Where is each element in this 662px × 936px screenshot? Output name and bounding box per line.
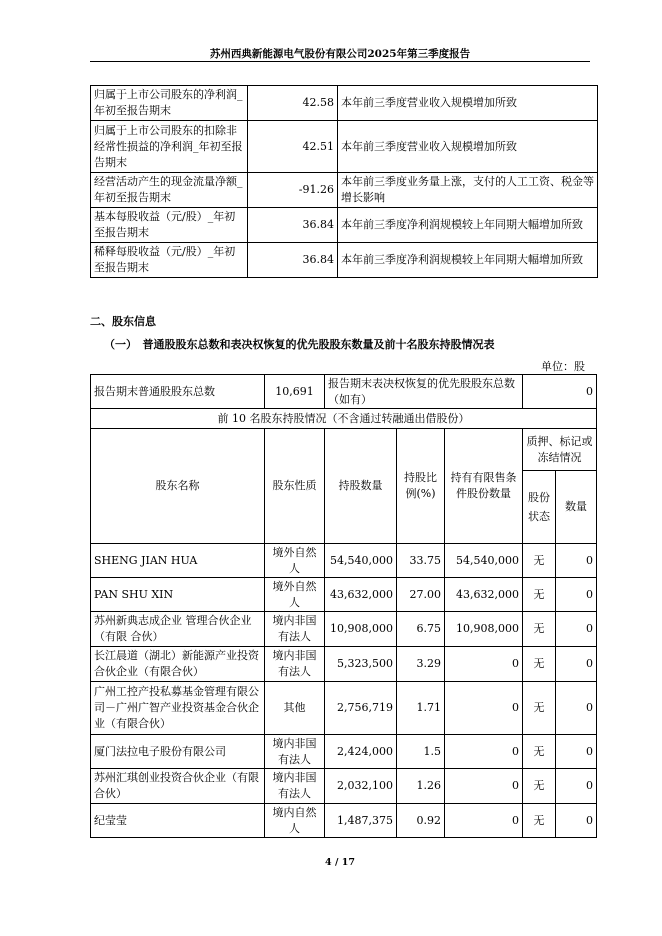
item-cell: 归属于上市公司股东的净利润_年初至报告期末 <box>91 86 248 121</box>
header-name: 股东名称 <box>91 429 265 544</box>
holder-nature: 境外自然人 <box>265 578 325 612</box>
item-cell: 经营活动产生的现金流量净额_年初至报告期末 <box>91 173 248 208</box>
reason-cell: 本年前三季度净利润规模较上年同期大幅增加所致 <box>338 208 598 243</box>
holder-status: 无 <box>523 544 556 578</box>
holder-ratio: 6.75 <box>397 612 445 647</box>
header-status: 股份状态 <box>523 471 556 544</box>
table-row <box>91 769 597 804</box>
holder-shares: 2,032,100 <box>325 769 397 804</box>
top10-title: 前 10 名股东持股情况（不含通过转融通出借股份） <box>91 409 597 429</box>
holder-qty: 0 <box>556 735 597 769</box>
table-row <box>91 544 597 578</box>
holder-ratio: 0.92 <box>397 804 445 838</box>
reason-cell: 本年前三季度净利润规模较上年同期大幅增加所致 <box>338 243 598 278</box>
holder-name: 长江晨道（湖北）新能源产业投资合伙企业（有限合伙） <box>91 647 265 682</box>
table-row <box>91 578 597 612</box>
header-ratio: 持股比例(%) <box>397 429 445 544</box>
header-divider <box>90 61 590 62</box>
item-cell: 稀释每股收益（元/股）_年初至报告期末 <box>91 243 248 278</box>
holder-qty: 0 <box>556 544 597 578</box>
holder-ratio: 1.5 <box>397 735 445 769</box>
table-row <box>91 682 597 735</box>
holder-restricted: 10,908,000 <box>445 612 523 647</box>
holder-shares: 1,487,375 <box>325 804 397 838</box>
item-cell: 归属于上市公司股东的扣除非经常性损益的净利润_年初至报告期末 <box>91 121 248 173</box>
holder-name: 苏州汇琪创业投资合伙企业（有限合伙） <box>91 769 265 804</box>
reason-cell: 本年前三季度业务量上涨，支付的人工工资、税金等增长影响 <box>338 173 598 208</box>
unit-label: 单位：股 <box>541 360 585 373</box>
holder-nature: 境内非国有法人 <box>265 735 325 769</box>
holder-shares: 54,540,000 <box>325 544 397 578</box>
holder-qty: 0 <box>556 682 597 735</box>
holder-shares: 2,756,719 <box>325 682 397 735</box>
holder-shares: 10,908,000 <box>325 612 397 647</box>
holder-status: 无 <box>523 682 556 735</box>
change-reason-table <box>90 85 598 278</box>
report-header-title: 苏州西典新能源电气股份有限公司2025年第三季度报告 <box>209 48 471 60</box>
table-row <box>91 86 598 121</box>
holder-nature: 境内非国有法人 <box>265 769 325 804</box>
holder-nature: 境内非国有法人 <box>265 647 325 682</box>
holder-status: 无 <box>523 647 556 682</box>
header-nature: 股东性质 <box>265 429 325 544</box>
holder-name: 广州工控产投私募基金管理有限公司－广州广智产业投资基金合伙企业（有限合伙） <box>91 682 265 735</box>
summary-row <box>91 375 597 409</box>
holder-status: 无 <box>523 735 556 769</box>
value-cell: 42.58 <box>248 86 338 121</box>
holder-nature: 境内非国有法人 <box>265 612 325 647</box>
holder-status: 无 <box>523 578 556 612</box>
header-qty: 数量 <box>556 471 597 544</box>
section-heading: 二、股东信息 <box>90 315 156 328</box>
table-row <box>91 173 598 208</box>
preferred-holders-value: 0 <box>523 375 597 409</box>
value-cell: -91.26 <box>248 173 338 208</box>
holder-restricted: 0 <box>445 682 523 735</box>
header-row <box>91 429 597 471</box>
reason-cell: 本年前三季度营业收入规模增加所致 <box>338 86 598 121</box>
holder-qty: 0 <box>556 578 597 612</box>
holder-name: 苏州新典志成企业 管理合伙企业（有限 合伙） <box>91 612 265 647</box>
holder-shares: 43,632,000 <box>325 578 397 612</box>
holder-restricted: 0 <box>445 735 523 769</box>
holder-qty: 0 <box>556 804 597 838</box>
holder-restricted: 0 <box>445 647 523 682</box>
holder-shares: 2,424,000 <box>325 735 397 769</box>
holder-status: 无 <box>523 769 556 804</box>
value-cell: 36.84 <box>248 208 338 243</box>
total-holders-label: 报告期末普通股股东总数 <box>91 375 265 409</box>
holder-ratio: 1.71 <box>397 682 445 735</box>
table-row <box>91 647 597 682</box>
section-subheading: （一） 普通股股东总数和表决权恢复的优先股股东数量及前十名股东持股情况表 <box>104 338 495 351</box>
holder-restricted: 0 <box>445 804 523 838</box>
holder-restricted: 0 <box>445 769 523 804</box>
holder-qty: 0 <box>556 612 597 647</box>
holder-nature: 境外自然人 <box>265 544 325 578</box>
holder-status: 无 <box>523 804 556 838</box>
shareholder-table <box>90 374 597 838</box>
holder-shares: 5,323,500 <box>325 647 397 682</box>
table-row <box>91 804 597 838</box>
table-row <box>91 121 598 173</box>
holder-ratio: 3.29 <box>397 647 445 682</box>
value-cell: 36.84 <box>248 243 338 278</box>
holder-qty: 0 <box>556 769 597 804</box>
holder-name: SHENG JIAN HUA <box>91 544 265 578</box>
holder-ratio: 27.00 <box>397 578 445 612</box>
table-row <box>91 243 598 278</box>
header-shares: 持股数量 <box>325 429 397 544</box>
holder-name: 厦门法拉电子股份有限公司 <box>91 735 265 769</box>
reason-cell: 本年前三季度营业收入规模增加所致 <box>338 121 598 173</box>
holder-name: PAN SHU XIN <box>91 578 265 612</box>
holder-name: 纪莹莹 <box>91 804 265 838</box>
holder-restricted: 54,540,000 <box>445 544 523 578</box>
total-holders-value: 10,691 <box>265 375 325 409</box>
page-number: 4 / 17 <box>325 857 355 868</box>
holder-qty: 0 <box>556 647 597 682</box>
holder-ratio: 33.75 <box>397 544 445 578</box>
preferred-holders-label: 报告期末表决权恢复的优先股股东总数（如有） <box>325 375 523 409</box>
table-row <box>91 208 598 243</box>
header-restricted: 持有有限售条件股份数量 <box>445 429 523 544</box>
header-pledge: 质押、标记或冻结情况 <box>523 429 597 471</box>
table-row <box>91 735 597 769</box>
holder-restricted: 43,632,000 <box>445 578 523 612</box>
table-row <box>91 612 597 647</box>
table-title-row <box>91 409 597 429</box>
holder-nature: 境内自然人 <box>265 804 325 838</box>
holder-status: 无 <box>523 612 556 647</box>
holder-ratio: 1.26 <box>397 769 445 804</box>
value-cell: 42.51 <box>248 121 338 173</box>
item-cell: 基本每股收益（元/股）_年初至报告期末 <box>91 208 248 243</box>
holder-nature: 其他 <box>265 682 325 735</box>
